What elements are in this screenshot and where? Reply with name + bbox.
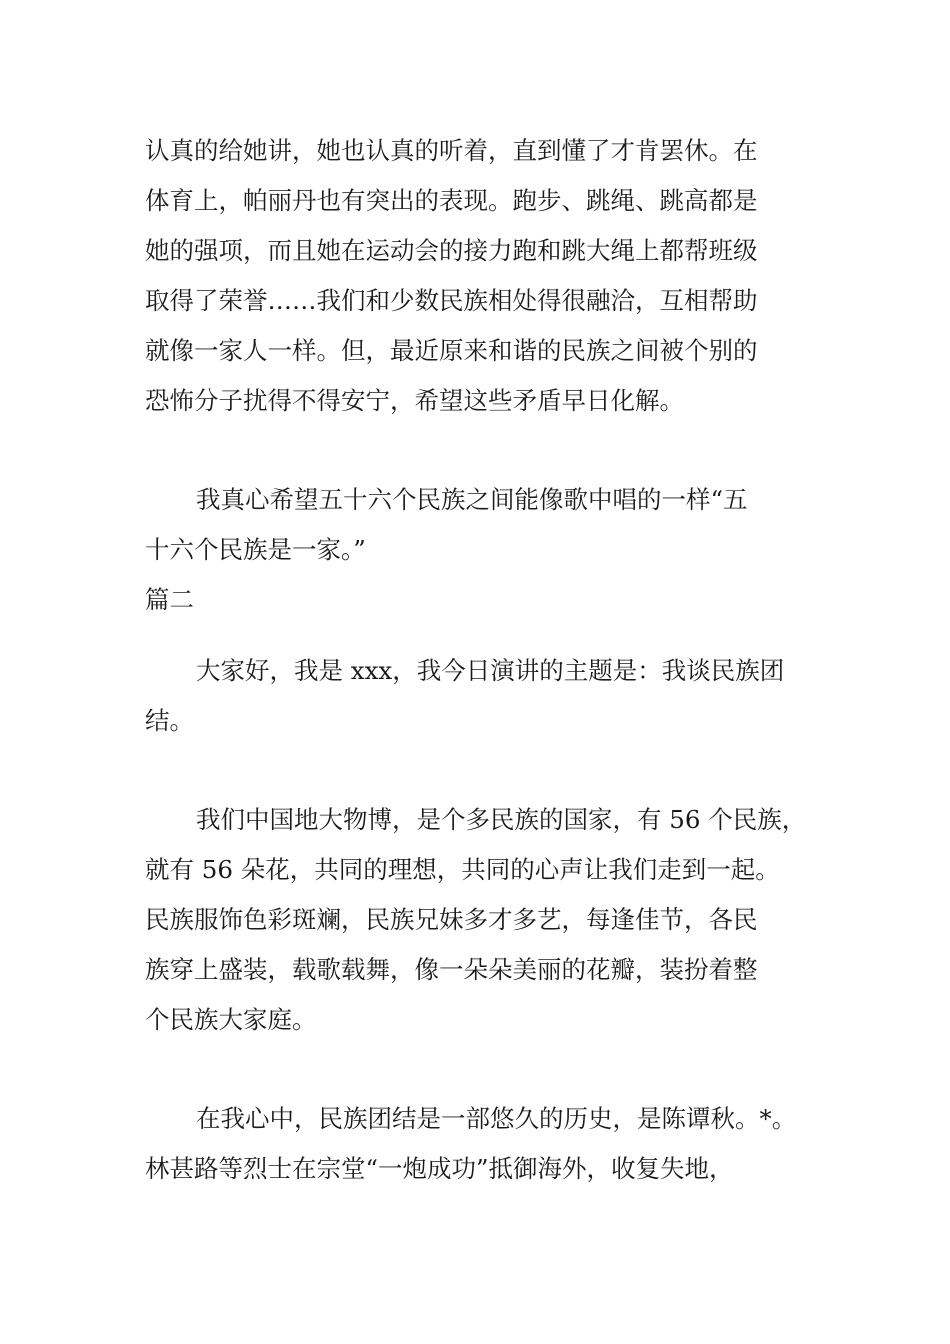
text-line: 林甚路等烈士在宗堂“一炮成功”抵御海外，收复失地，: [145, 1154, 734, 1183]
text-line: 结。: [145, 706, 194, 735]
paragraph-3: [145, 646, 825, 746]
text-line: 取得了荣誉……我们和少数民族相处得很融洽，互相帮助: [145, 286, 758, 315]
text-line: 就有 56 朵花，共同的理想，共同的心声让我们走到一起。: [145, 855, 780, 884]
document-body: [145, 126, 825, 1194]
paragraph-4: [145, 795, 825, 1045]
section-heading: 篇二: [145, 585, 194, 614]
text-line: 族穿上盛装，载歌载舞，像一朵朵美丽的花瓣，装扮着整: [145, 955, 758, 984]
paragraph-spacer: [145, 1045, 825, 1094]
text-line: 在我心中，民族团结是一部悠久的历史，是陈谭秋。*。: [196, 1104, 797, 1133]
paragraph-1: [145, 126, 825, 426]
text-line: 体育上，帕丽丹也有突出的表现。跑步、跳绳、跳高都是: [145, 186, 758, 215]
text-line: 恐怖分子扰得不得安宁，希望这些矛盾早日化解。: [145, 386, 684, 415]
text-line: 认真的给她讲，她也认真的听着，直到懂了才肯罢休。在: [145, 136, 758, 165]
text-line: 十六个民族是一家。”: [145, 535, 366, 564]
text-line: 我真心希望五十六个民族之间能像歌中唱的一样“五: [196, 485, 748, 514]
paragraph-2: [145, 475, 825, 575]
paragraph-5: [145, 1094, 825, 1194]
paragraph-spacer: [145, 746, 825, 795]
text-line: 她的强项，而且她在运动会的接力跑和跳大绳上都帮班级: [145, 236, 758, 265]
text-line: 我们中国地大物博，是个多民族的国家，有 56 个民族，: [196, 805, 807, 834]
text-line: 就像一家人一样。但，最近原来和谐的民族之间被个别的: [145, 336, 758, 365]
text-line: 民族服饰色彩斑斓，民族兄妹多才多艺，每逢佳节，各民: [145, 905, 758, 934]
paragraph-spacer: [145, 625, 825, 646]
text-line: 大家好，我是 xxx，我今日演讲的主题是：我谈民族团: [196, 656, 785, 685]
text-line: 个民族大家庭。: [145, 1005, 317, 1034]
paragraph-spacer: [145, 426, 825, 475]
